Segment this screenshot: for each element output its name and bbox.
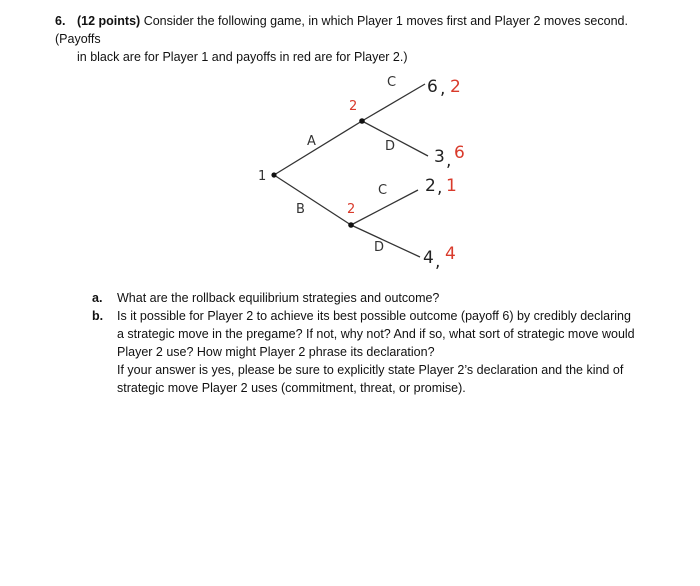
branch-B (274, 175, 351, 225)
part-a (92, 289, 637, 307)
root-player-label: 1 (258, 169, 267, 184)
part-b-text: Is it possible for Player 2 to achieve its best possible outcome (payoff 6) by credibly declaring a strategic move in the pregame? If not, why not? And if so, what sort of strategic move would Player 2 use? How might Player 2 phrase its declaration? (117, 309, 635, 359)
upper-player-label: 2 (349, 99, 358, 114)
svg-text:3: 3 (434, 147, 445, 167)
svg-text:2: 2 (450, 77, 461, 97)
svg-text:6: 6 (427, 77, 438, 97)
svg-text:,: , (440, 79, 446, 99)
question-points: (12 points) (77, 14, 141, 28)
question-text-line1: Consider the following game, in which Player 1 moves first and Player 2 moves second. (Payoffs (55, 14, 628, 46)
question-text-line2: in black are for Player 1 and payoffs in red are for Player 2.) (77, 50, 408, 64)
lower-move-D-label: D (374, 240, 385, 255)
svg-text:,: , (435, 252, 441, 272)
upper-move-C-label: C (387, 75, 397, 90)
lower-player-label: 2 (347, 202, 356, 217)
branch-A (274, 121, 362, 175)
payoff-AD (434, 143, 465, 171)
move-B-label: B (296, 202, 305, 217)
svg-text:6: 6 (454, 143, 465, 163)
part-b (92, 307, 637, 397)
payoff-AC (427, 77, 461, 99)
part-a-text: What are the rollback equilibrium strategies and outcome? (117, 291, 440, 305)
svg-text:1: 1 (446, 176, 457, 196)
branch-lower-D (351, 225, 420, 257)
move-A-label: A (307, 134, 316, 149)
payoff-BD (423, 244, 456, 272)
question-parts (92, 289, 637, 397)
question-number: 6. (55, 14, 66, 28)
svg-text:4: 4 (423, 248, 434, 268)
part-b-text-continued: If your answer is yes, please be sure to explicitly state Player 2’s declaration and the kind of strategic move Player 2 uses (commitment, threat, or promise). (117, 363, 624, 395)
upper-move-D-label: D (385, 139, 396, 154)
lower-decision-node (348, 222, 354, 228)
lower-move-C-label: C (378, 183, 388, 198)
part-a-label: a. (92, 291, 103, 305)
svg-text:,: , (446, 151, 452, 171)
svg-text:2: 2 (425, 176, 436, 196)
root-node (271, 172, 276, 177)
upper-decision-node (359, 118, 365, 124)
svg-text:4: 4 (445, 244, 456, 264)
svg-text:,: , (437, 178, 443, 198)
part-b-label: b. (92, 309, 104, 323)
payoff-BC (425, 176, 457, 198)
